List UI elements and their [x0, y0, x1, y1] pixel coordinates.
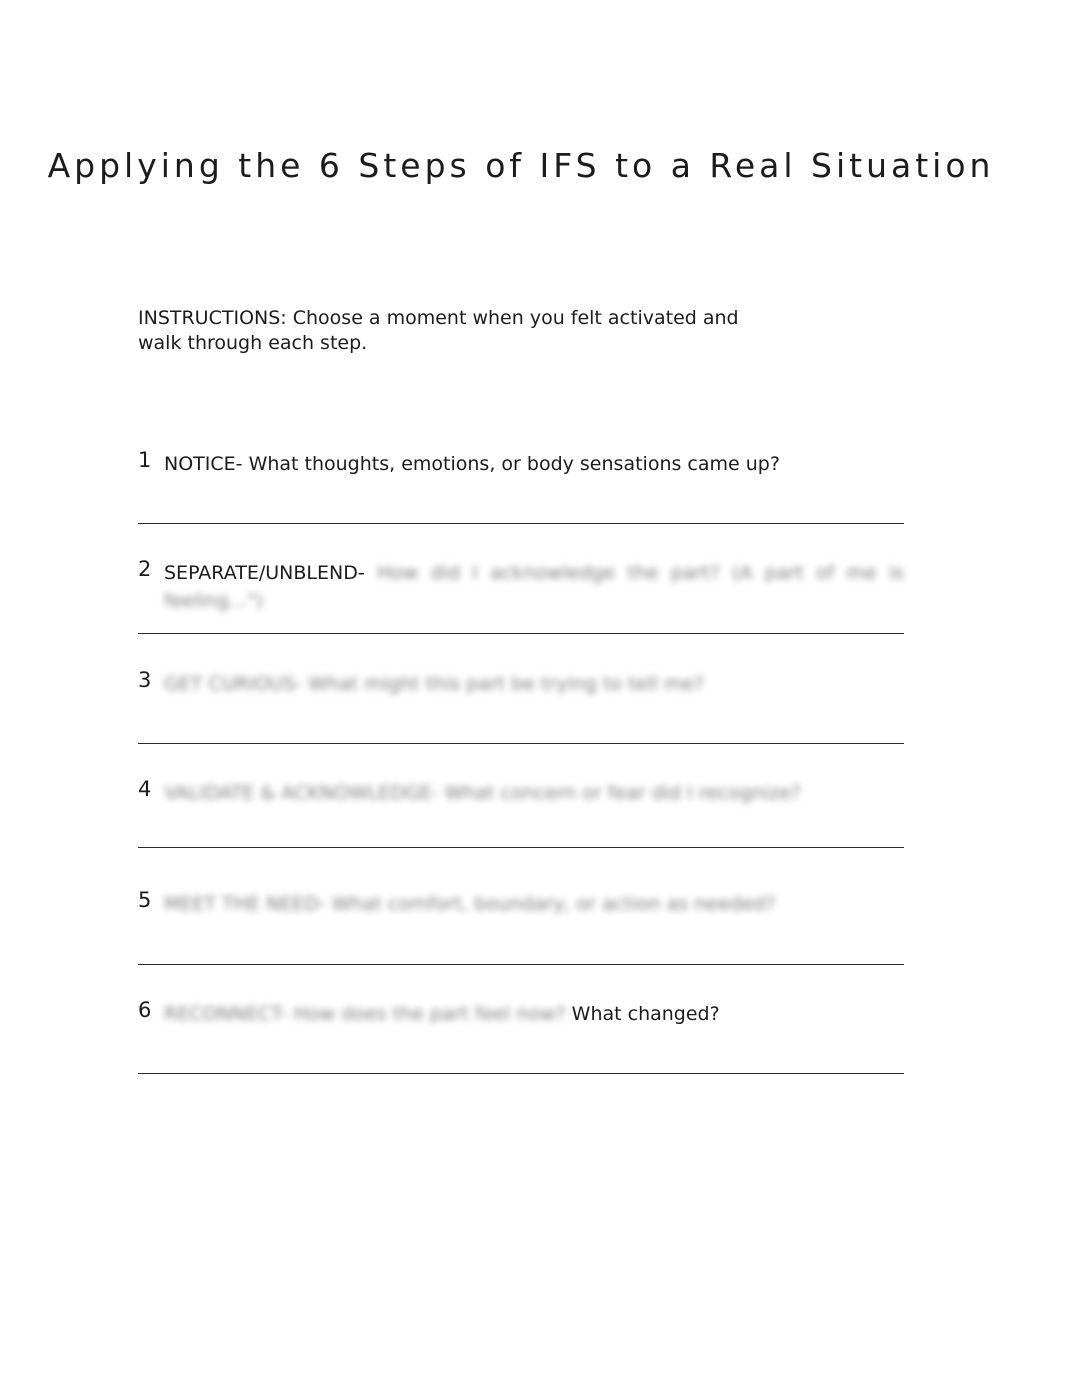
- answer-line[interactable]: [138, 523, 904, 524]
- page-title: Applying the 6 Steps of IFS to a Real Situation: [47, 146, 995, 185]
- step-prompt: [164, 779, 904, 807]
- step-number: 3: [138, 668, 152, 692]
- step-question-tail: What changed?: [571, 1003, 720, 1025]
- step-label: GET CURIOUS-: [164, 673, 303, 695]
- step-prompt: [164, 450, 904, 478]
- step-label: SEPARATE/UNBLEND-: [164, 562, 365, 584]
- step-prompt: [164, 559, 904, 615]
- step-label: NOTICE-: [164, 453, 243, 475]
- step-number: 5: [138, 888, 152, 912]
- step-prompt: [164, 890, 904, 918]
- answer-line[interactable]: [138, 964, 904, 965]
- step-label: MEET THE NEED-: [164, 893, 326, 915]
- instructions-text: INSTRUCTIONS: Choose a moment when you felt activated and walk through each step.: [138, 307, 739, 354]
- step-number: 6: [138, 998, 152, 1022]
- step-question: What thoughts, emotions, or body sensations came up?: [248, 453, 780, 475]
- step-label: RECONNECT-: [164, 1003, 288, 1025]
- step-question: How did I acknowledge the part? (A part of me is feeling..."): [164, 562, 904, 612]
- step-number: 2: [138, 557, 152, 581]
- answer-line[interactable]: [138, 633, 904, 634]
- step-label: VALIDATE & ACKNOWLEDGE-: [164, 782, 439, 804]
- step-prompt: [164, 1000, 904, 1028]
- step-number: 4: [138, 777, 152, 801]
- answer-line[interactable]: [138, 743, 904, 744]
- answer-line[interactable]: [138, 1073, 904, 1074]
- answer-line[interactable]: [138, 847, 904, 848]
- step-question: What concern or fear did I recognize?: [444, 782, 801, 804]
- step-question: How does the part feel now?: [293, 1003, 566, 1025]
- step-number: 1: [138, 448, 152, 472]
- step-question: What might this part be trying to tell me?: [308, 673, 705, 695]
- step-question: What comfort, boundary, or action as needed?: [331, 893, 776, 915]
- step-prompt: [164, 670, 904, 698]
